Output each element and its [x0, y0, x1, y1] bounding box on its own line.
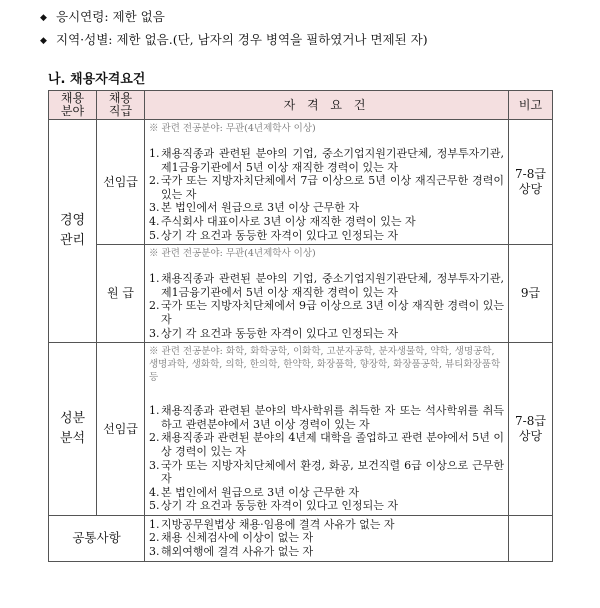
- requirements-cell: [145, 245, 509, 343]
- table-row: [49, 343, 553, 516]
- requirement-item: 2. 채용직종과 관련된 분야의 4년제 대학을 졸업하고 관련 분야에서 5년 이상 경력이 있는 자: [149, 431, 504, 458]
- requirement-item: 1. 채용직종과 관련된 분야의 박사학위를 취득한 자 또는 석사학위를 취득하고 관련분야에서 3년 이상 경력이 있는 자: [149, 404, 504, 431]
- rank-cell: 선임급: [97, 343, 145, 516]
- requirement-item: 5. 상기 각 요건과 동등한 자격이 있다고 인정되는 자: [149, 499, 398, 513]
- field-cell: 성분 분석: [49, 343, 97, 516]
- diamond-bullet-icon: ◆: [40, 36, 47, 46]
- rank-cell: 선임급: [97, 120, 145, 245]
- requirement-item: 4. 주식회사 대표이사로 3년 이상 재직한 경력이 있는 자: [149, 214, 416, 228]
- remark-cell: 7-8급 상당: [509, 120, 553, 245]
- diamond-bullet-icon: ◆: [40, 13, 47, 23]
- requirement-item: 1. 채용직종과 관련된 분야의 기업, 중소기업지원기관단체, 정부투자기관, 제1금융기관에서 5년 이상 재직한 경력이 있는 자: [149, 147, 504, 174]
- bullet-region-gender: [40, 29, 560, 52]
- bullet-age: [40, 6, 560, 29]
- table-row: [49, 245, 553, 343]
- header-requirements: 자 격 요 건: [145, 91, 509, 120]
- remark-cell: 7-8급 상당: [509, 343, 553, 516]
- remark-cell: 9급: [509, 245, 553, 343]
- requirement-item: 3. 해외여행에 결격 사유가 없는 자: [149, 545, 314, 559]
- field-cell: 경영 관리: [49, 120, 97, 343]
- eligibility-bullets: [40, 6, 560, 52]
- requirements-table: [48, 90, 553, 562]
- bullet-label: 응시연령: [56, 9, 105, 24]
- bullet-text: : 제한 없음.(단, 남자의 경우 병역을 필하였거나 면제된 자): [108, 32, 428, 47]
- requirement-item: 1. 지방공무원법상 채용·임용에 결격 사유가 없는 자: [149, 517, 395, 531]
- requirement-item: 2. 채용 신체검사에 이상이 없는 자: [149, 531, 314, 545]
- requirement-item: 2. 국가 또는 지방자치단체에서 7급 이상으로 5년 이상 재직근무한 경력이 있는 자: [149, 174, 504, 201]
- bullet-label: 지역·성별: [56, 32, 109, 47]
- major-note: ※ 관련 전공분야: 무관(4년제학사 이상): [149, 248, 316, 260]
- table-row-common: [49, 515, 553, 561]
- common-label-cell: 공통사항: [49, 515, 145, 561]
- requirement-item: 5. 상기 각 요건과 동등한 자격이 있다고 인정되는 자: [149, 228, 398, 242]
- major-note: ※ 관련 전공분야: 무관(4년제학사 이상): [149, 123, 316, 134]
- requirement-item: 3. 국가 또는 지방자치단체에서 환경, 화공, 보건직렬 6급 이상으로 근무한 자: [149, 458, 504, 486]
- header-field: 채용 분야: [49, 91, 97, 120]
- common-requirements-cell: [145, 515, 509, 561]
- bullet-text: : 제한 없음: [104, 9, 165, 24]
- requirement-item: 3. 본 법인에서 원급으로 3년 이상 근무한 자: [149, 201, 359, 215]
- section-heading: 나. 채용자격요건: [48, 72, 146, 87]
- common-remark-cell: [509, 515, 553, 561]
- table-row: [49, 120, 553, 245]
- requirement-item: 1. 채용직종과 관련된 분야의 기업, 중소기업지원기관단체, 정부투자기관, 제1금융기관에서 5년 이상 재직한 경력이 있는 자: [149, 272, 504, 299]
- requirements-cell: [145, 343, 509, 516]
- table-header-row: [49, 91, 553, 120]
- header-remarks: 비고: [509, 91, 553, 120]
- requirement-item: 4. 본 법인에서 원급으로 3년 이상 근무한 자: [149, 485, 359, 499]
- major-note: ※ 관련 전공분야: 화학, 화학공학, 이화학, 고분자공학, 분자생물학, 약학, 생명공학, 생명과학, 생화학, 의학, 한의학, 한약학, 화장품학, 향장학, 화장품공학, 뷰티화장품학 등: [149, 346, 501, 384]
- requirement-item: 3. 상기 각 요건과 동등한 자격이 있다고 인정되는 자: [149, 326, 398, 340]
- requirements-cell: [145, 120, 509, 245]
- requirement-item: 2. 국가 또는 지방자치단체에서 9급 이상으로 3년 이상 재직한 경력이 있는 자: [149, 299, 504, 326]
- rank-cell: 원 급: [97, 245, 145, 343]
- header-rank: 채용 직급: [97, 91, 145, 120]
